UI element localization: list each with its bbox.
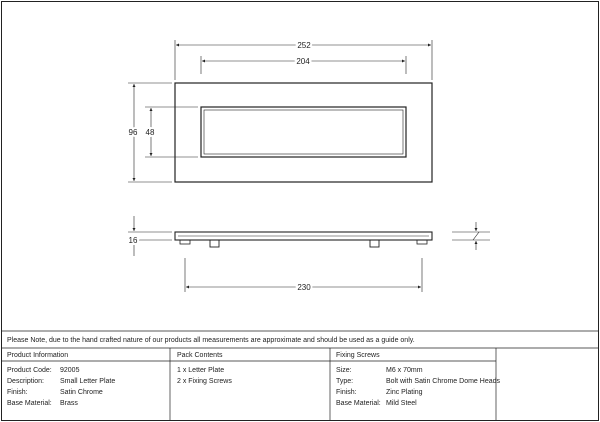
- screw-size-label: Size:: [336, 367, 352, 374]
- flap-hinge-left: [180, 240, 190, 244]
- info-table-grid: [2, 331, 599, 421]
- screw-material-value: Mild Steel: [386, 400, 417, 407]
- front-view: [175, 83, 432, 182]
- product-info-header: Product Information: [7, 352, 69, 359]
- screw-size-value: M6 x 70mm: [386, 367, 423, 374]
- pack-item: 1 x Letter Plate: [177, 367, 225, 374]
- finish-value: Satin Chrome: [60, 389, 103, 396]
- screw-type-label: Type:: [336, 378, 354, 385]
- screw-finish-label: Finish:: [336, 389, 357, 396]
- dimension-depth-right: [452, 222, 490, 250]
- disclaimer-note: Please Note, due to the hand crafted nature of our products all measurements are approximate and should be used as a guide only.: [7, 337, 415, 344]
- letter-opening-inner: [204, 110, 403, 154]
- dimension-label-fixing-centres: 230: [297, 283, 311, 292]
- fixing-screws-header: Fixing Screws: [336, 352, 380, 359]
- base-material-label: Base Material:: [7, 400, 52, 407]
- dimension-label-overall-width: 252: [297, 41, 311, 50]
- product-code-value: 92005: [60, 367, 80, 374]
- fixing-boss-right: [370, 240, 379, 247]
- dimension-label-opening-height: 48: [145, 128, 155, 137]
- dimension-label-opening-width: 204: [296, 57, 310, 66]
- letter-opening: [201, 107, 406, 157]
- description-value: Small Letter Plate: [60, 378, 116, 385]
- side-view: [175, 232, 432, 247]
- dimension-label-overall-height: 96: [128, 128, 138, 137]
- flap-hinge-right: [417, 240, 427, 244]
- plate-outline: [175, 83, 432, 182]
- screw-finish-value: Zinc Plating: [386, 389, 423, 396]
- product-code-label: Product Code:: [7, 367, 52, 374]
- screw-material-label: Base Material:: [336, 400, 381, 407]
- pack-contents-header: Pack Contents: [177, 352, 223, 359]
- fixing-boss-left: [210, 240, 219, 247]
- finish-label: Finish:: [7, 389, 28, 396]
- screw-type-value: Bolt with Satin Chrome Dome Heads: [386, 378, 500, 385]
- base-material-value: Brass: [60, 400, 78, 407]
- pack-item: 2 x Fixing Screws: [177, 378, 232, 385]
- dimension-label-depth: 16: [128, 236, 138, 245]
- description-label: Description:: [7, 378, 44, 385]
